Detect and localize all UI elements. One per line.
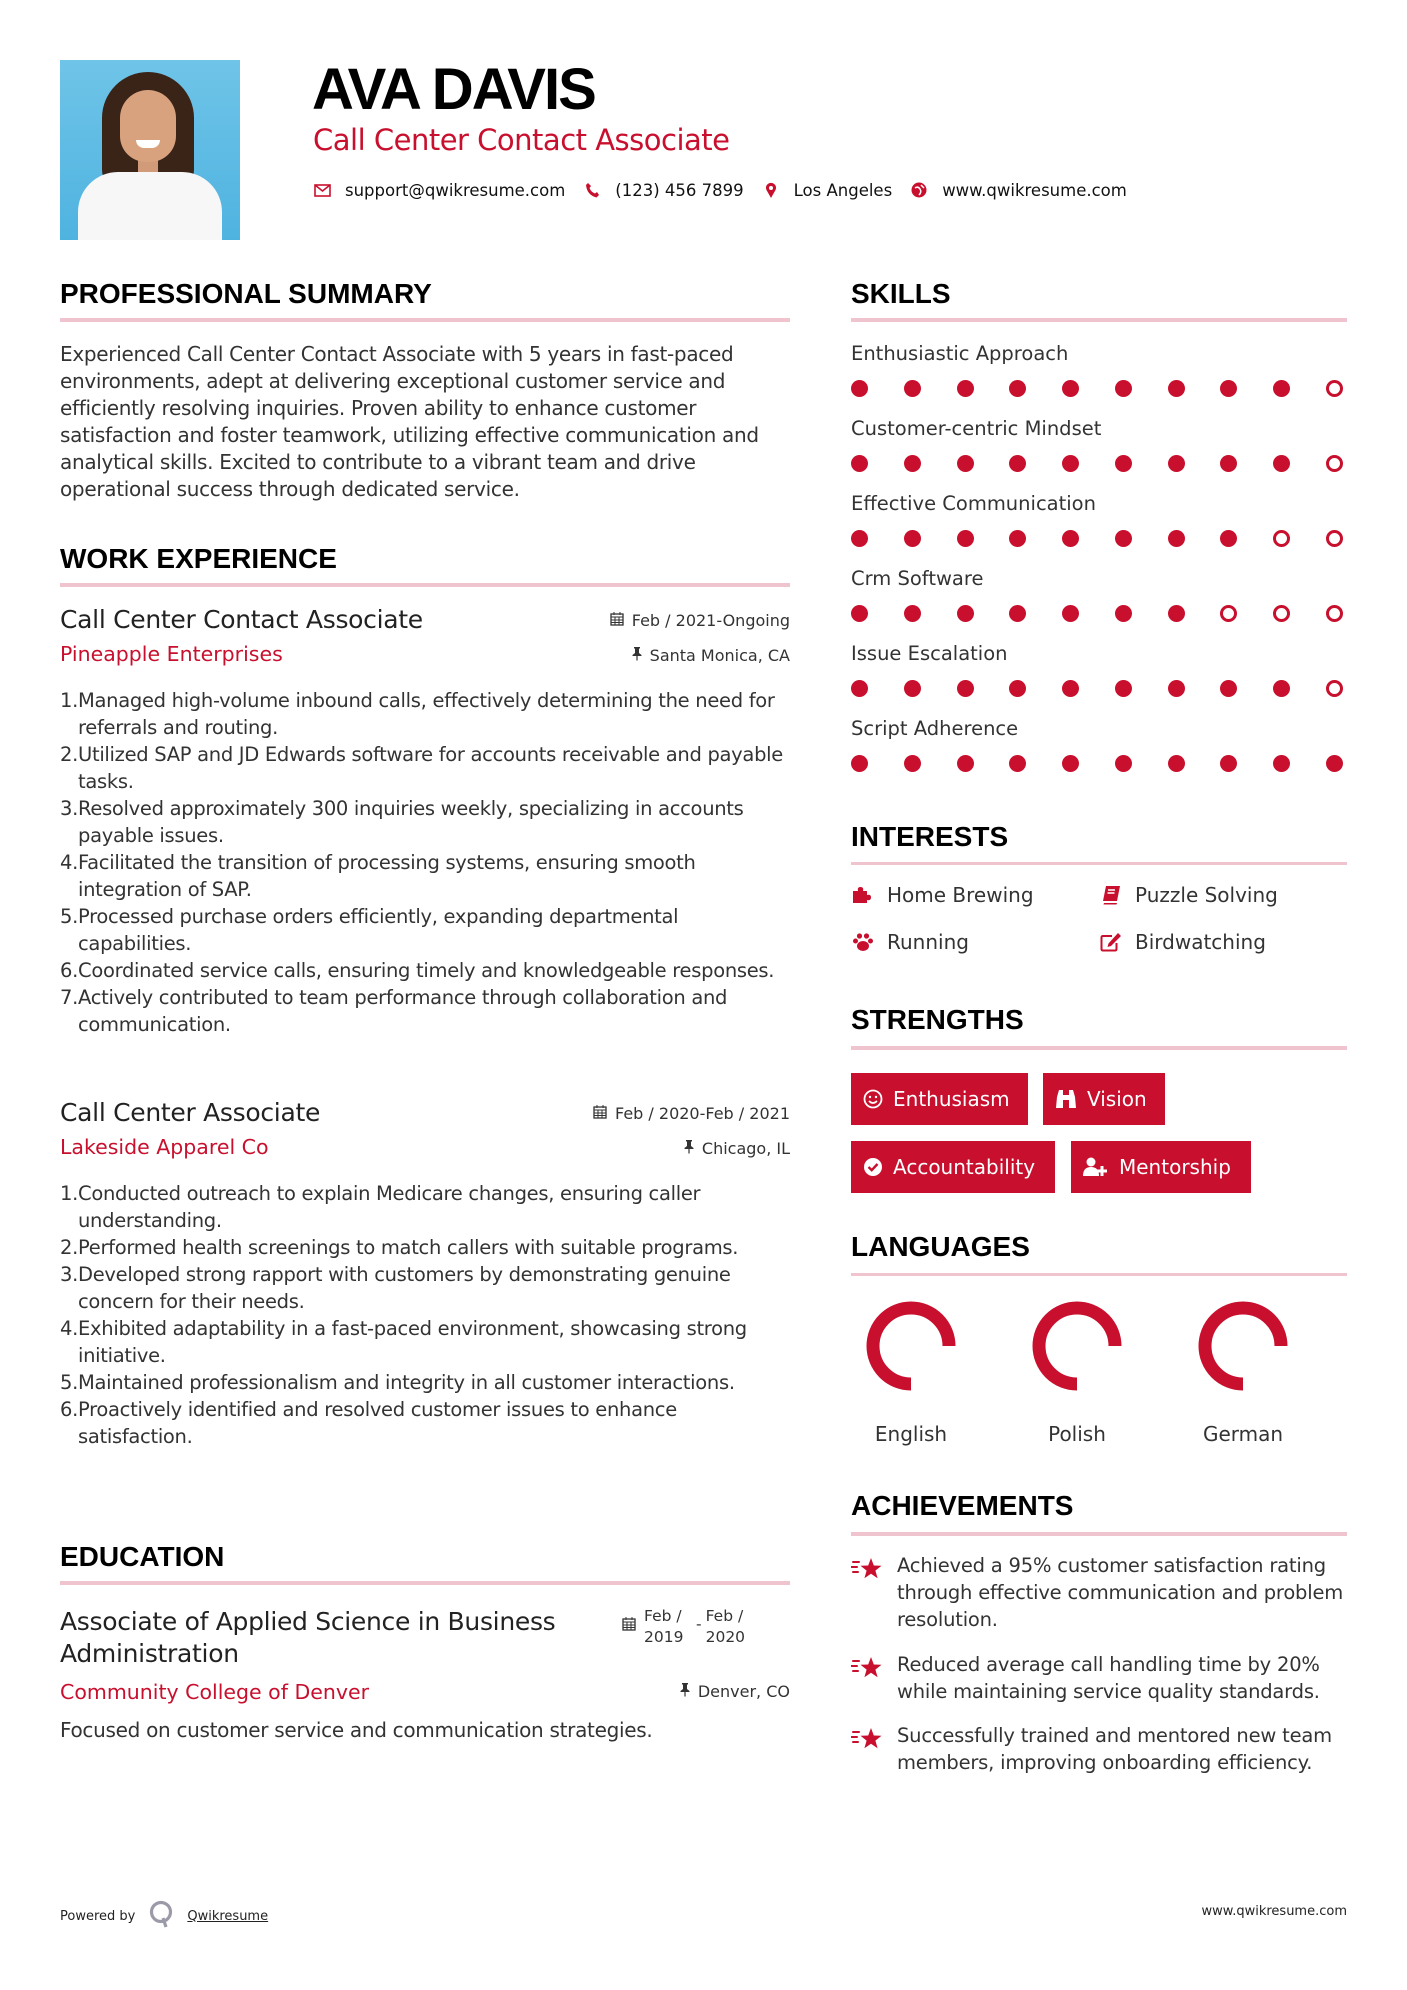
language-proficiency-arc bbox=[1039, 1308, 1115, 1384]
calendar-icon bbox=[622, 1616, 636, 1637]
rating-dot-filled bbox=[851, 455, 868, 472]
company-name: Lakeside Apparel Co bbox=[60, 1135, 269, 1159]
contact-email[interactable] bbox=[313, 181, 565, 200]
interest-item: Birdwatching bbox=[1099, 929, 1266, 955]
rating-dot-filled bbox=[904, 605, 921, 622]
language-label: German bbox=[1202, 1422, 1284, 1446]
rating-dot-filled bbox=[1115, 755, 1132, 772]
candidate-name: AVA DAVIS bbox=[312, 57, 595, 122]
skill-label: Issue Escalation bbox=[851, 642, 1008, 665]
rating-dot-filled bbox=[1273, 680, 1290, 697]
list-item: 7. Actively contributed to team performance through collaboration and communication. bbox=[60, 986, 728, 1036]
pushpin-icon bbox=[680, 1681, 690, 1703]
rating-dot-filled bbox=[1062, 530, 1079, 547]
contact-website[interactable] bbox=[910, 181, 1127, 200]
calendar-icon bbox=[593, 1103, 607, 1125]
rating-dot-filled bbox=[1220, 455, 1237, 472]
list-item: 4. Exhibited adaptability in a fast-paced environment, showcasing strong initiative. bbox=[60, 1317, 747, 1367]
strengths-divider bbox=[851, 1046, 1347, 1050]
user-plus-icon bbox=[1083, 1157, 1109, 1177]
language-item bbox=[851, 1300, 971, 1446]
list-item: 5. Maintained professionalism and integrity in all customer interactions. bbox=[60, 1371, 735, 1394]
languages-divider bbox=[851, 1273, 1347, 1276]
rating-dot-filled bbox=[1009, 455, 1026, 472]
edit-icon bbox=[1099, 932, 1123, 952]
rating-dot-filled bbox=[1168, 380, 1185, 397]
rating-dot-filled bbox=[1168, 530, 1185, 547]
rating-dot-filled bbox=[904, 680, 921, 697]
list-item: 3. Developed strong rapport with customers by demonstrating genuine concern for their needs. bbox=[60, 1263, 731, 1313]
rating-dot-filled bbox=[1062, 605, 1079, 622]
list-item: 1. Managed high-volume inbound calls, effectively determining the need for referrals and routing. bbox=[60, 689, 775, 739]
achievements-divider bbox=[851, 1532, 1347, 1536]
rating-dot-filled bbox=[1009, 380, 1026, 397]
skill-label: Script Adherence bbox=[851, 717, 1019, 740]
check-circle-icon bbox=[863, 1157, 883, 1177]
rating-dot-filled bbox=[957, 680, 974, 697]
rating-dot-empty bbox=[1326, 455, 1343, 472]
contact-phone[interactable] bbox=[583, 181, 743, 200]
languages-heading: LANGUAGES bbox=[851, 1231, 1030, 1262]
skills-divider bbox=[851, 318, 1347, 322]
skill-item bbox=[851, 416, 1347, 491]
pushpin-icon bbox=[632, 645, 642, 667]
language-ring bbox=[1183, 1300, 1303, 1396]
skill-item bbox=[851, 491, 1347, 566]
job-responsibilities bbox=[60, 1180, 790, 1450]
paw-icon bbox=[851, 932, 875, 952]
job-location: Santa Monica, CA bbox=[632, 645, 790, 667]
list-item: 2. Performed health screenings to match callers with suitable programs. bbox=[60, 1236, 739, 1259]
rating-dot-filled bbox=[1115, 530, 1132, 547]
language-label: Polish bbox=[1048, 1422, 1106, 1446]
strength-badge: Vision bbox=[1043, 1073, 1165, 1125]
list-item: 3. Resolved approximately 300 inquiries weekly, specializing in accounts payable issues. bbox=[60, 797, 744, 847]
job-dates: Feb / 2020-Feb / 2021 bbox=[593, 1103, 790, 1125]
education-divider bbox=[60, 1581, 790, 1585]
date-separator: - bbox=[696, 1615, 702, 1633]
skills-list bbox=[851, 341, 1347, 791]
skill-item bbox=[851, 566, 1347, 641]
rating-dot-empty bbox=[1220, 605, 1237, 622]
interest-item: Home Brewing bbox=[851, 882, 1034, 908]
strength-badge: Accountability bbox=[851, 1141, 1055, 1193]
rating-dot-filled bbox=[1220, 380, 1237, 397]
education-start: Feb / 2019 bbox=[644, 1607, 684, 1646]
location-text: Los Angeles bbox=[793, 180, 893, 200]
skill-rating bbox=[851, 605, 1343, 622]
rating-dot-filled bbox=[904, 530, 921, 547]
email-text: support@qwikresume.com bbox=[345, 180, 566, 200]
achievements-heading: ACHIEVEMENTS bbox=[851, 1490, 1074, 1521]
rating-dot-filled bbox=[957, 530, 974, 547]
job-location: Chicago, IL bbox=[684, 1138, 790, 1160]
rating-dot-filled bbox=[851, 380, 868, 397]
job-entry bbox=[60, 1098, 790, 1450]
rating-dot-filled bbox=[851, 605, 868, 622]
achievement-item: Reduced average call handling time by 20% while maintaining service quality standards. bbox=[851, 1651, 1347, 1705]
book-icon bbox=[1099, 885, 1123, 905]
smile-icon bbox=[863, 1089, 883, 1109]
interest-item: Running bbox=[851, 929, 969, 955]
experience-heading: WORK EXPERIENCE bbox=[60, 543, 337, 574]
rating-dot-filled bbox=[904, 755, 921, 772]
rating-dot-filled bbox=[1220, 530, 1237, 547]
skill-item bbox=[851, 716, 1347, 791]
summary-divider bbox=[60, 318, 790, 322]
pushpin-icon bbox=[684, 1138, 694, 1160]
rating-dot-filled bbox=[957, 380, 974, 397]
rating-dot-empty bbox=[1326, 530, 1343, 547]
rating-dot-filled bbox=[1009, 605, 1026, 622]
rating-dot-filled bbox=[1273, 755, 1290, 772]
globe-icon bbox=[910, 182, 928, 198]
star-badge-icon bbox=[851, 1556, 885, 1586]
language-ring bbox=[1017, 1300, 1137, 1396]
strength-badge: Enthusiasm bbox=[851, 1073, 1028, 1125]
rating-dot-filled bbox=[904, 380, 921, 397]
qwikresume-link[interactable]: Qwikresume bbox=[187, 1908, 269, 1924]
job-entry bbox=[60, 605, 790, 1038]
job-title: Call Center Contact Associate bbox=[60, 605, 423, 634]
summary-text: Experienced Call Center Contact Associate with 5 years in fast-paced environments, adept at delivering exceptional customer service and efficiently resolving inquiries. Proven ability to enhance customer satisfaction and foster teamwork, utilizing effective communication and analytical skills. Excited to contribute to a vibrant team and drive operational success through dedicated service. bbox=[60, 342, 759, 501]
rating-dot-filled bbox=[1062, 455, 1079, 472]
strengths-heading: STRENGTHS bbox=[851, 1004, 1024, 1035]
rating-dot-filled bbox=[1062, 680, 1079, 697]
rating-dot-empty bbox=[1273, 530, 1290, 547]
company-name: Pineapple Enterprises bbox=[60, 642, 283, 666]
rating-dot-filled bbox=[957, 605, 974, 622]
interest-item: Puzzle Solving bbox=[1099, 882, 1278, 908]
rating-dot-empty bbox=[1326, 680, 1343, 697]
language-item bbox=[1017, 1300, 1137, 1446]
education-heading: EDUCATION bbox=[60, 1541, 225, 1572]
rating-dot-filled bbox=[1220, 680, 1237, 697]
rating-dot-filled bbox=[1168, 755, 1185, 772]
skill-label: Crm Software bbox=[851, 567, 984, 590]
candidate-title: Call Center Contact Associate bbox=[313, 123, 730, 157]
skill-item bbox=[851, 341, 1347, 416]
phone-icon bbox=[583, 182, 601, 198]
education-end: Feb / 2020 bbox=[705, 1607, 746, 1646]
education-location: Denver, CO bbox=[680, 1681, 790, 1703]
rating-dot-filled bbox=[1062, 755, 1079, 772]
rating-dot-filled bbox=[851, 530, 868, 547]
language-ring bbox=[851, 1300, 971, 1396]
binoculars-icon bbox=[1055, 1089, 1077, 1109]
rating-dot-filled bbox=[1115, 680, 1132, 697]
skill-label: Enthusiastic Approach bbox=[851, 342, 1069, 365]
skill-rating bbox=[851, 755, 1343, 772]
star-badge-icon bbox=[851, 1726, 885, 1756]
list-item: 6. Proactively identified and resolved customer issues to enhance satisfaction. bbox=[60, 1398, 677, 1448]
skill-rating bbox=[851, 455, 1343, 472]
qwikresume-logo-icon bbox=[149, 1900, 175, 1932]
achievement-item: Successfully trained and mentored new team members, improving onboarding efficiency. bbox=[851, 1722, 1347, 1776]
footer-website[interactable]: www.qwikresume.com bbox=[1201, 1904, 1347, 1919]
rating-dot-filled bbox=[957, 755, 974, 772]
language-proficiency-arc bbox=[873, 1308, 949, 1384]
education-description: Focused on customer service and communication strategies. bbox=[60, 1718, 653, 1742]
profile-photo bbox=[60, 60, 240, 240]
powered-by-text: Powered by bbox=[60, 1908, 136, 1924]
rating-dot-filled bbox=[904, 455, 921, 472]
rating-dot-filled bbox=[1062, 380, 1079, 397]
star-badge-icon bbox=[851, 1655, 885, 1685]
footer-powered-by bbox=[60, 1900, 268, 1932]
job-title: Call Center Associate bbox=[60, 1098, 321, 1127]
rating-dot-filled bbox=[1115, 455, 1132, 472]
contact-bar bbox=[313, 178, 1145, 202]
puzzle-piece-icon bbox=[851, 886, 875, 904]
language-label: English bbox=[874, 1422, 948, 1446]
contact-location bbox=[762, 181, 893, 200]
school-name: Community College of Denver bbox=[60, 1680, 370, 1704]
envelope-icon bbox=[313, 184, 331, 197]
rating-dot-filled bbox=[1115, 605, 1132, 622]
calendar-icon bbox=[610, 610, 624, 632]
rating-dot-filled bbox=[1326, 755, 1343, 772]
skill-rating bbox=[851, 380, 1343, 397]
rating-dot-filled bbox=[1220, 755, 1237, 772]
rating-dot-filled bbox=[1009, 755, 1026, 772]
rating-dot-filled bbox=[1273, 380, 1290, 397]
skill-rating bbox=[851, 680, 1343, 697]
rating-dot-empty bbox=[1326, 605, 1343, 622]
job-responsibilities bbox=[60, 687, 790, 1038]
achievement-item: Achieved a 95% customer satisfaction rating through effective communication and problem resolution. bbox=[851, 1552, 1347, 1633]
rating-dot-filled bbox=[851, 755, 868, 772]
skill-rating bbox=[851, 530, 1343, 547]
skill-label: Effective Communication bbox=[851, 492, 1096, 515]
education-dates bbox=[622, 1606, 792, 1648]
skills-heading: SKILLS bbox=[851, 278, 951, 309]
rating-dot-filled bbox=[1273, 455, 1290, 472]
rating-dot-filled bbox=[1009, 530, 1026, 547]
list-item: 5. Processed purchase orders efficiently, expanding departmental capabilities. bbox=[60, 905, 679, 955]
job-dates: Feb / 2021-Ongoing bbox=[610, 610, 790, 632]
skill-label: Customer-centric Mindset bbox=[851, 417, 1102, 440]
list-item: 4. Facilitated the transition of processing systems, ensuring smooth integration of SAP. bbox=[60, 851, 696, 901]
rating-dot-filled bbox=[957, 455, 974, 472]
rating-dot-filled bbox=[1115, 380, 1132, 397]
languages-list bbox=[851, 1300, 1347, 1450]
rating-dot-empty bbox=[1273, 605, 1290, 622]
interests-divider bbox=[851, 862, 1347, 865]
list-item: 2. Utilized SAP and JD Edwards software for accounts receivable and payable tasks. bbox=[60, 743, 783, 793]
rating-dot-filled bbox=[1009, 680, 1026, 697]
rating-dot-empty bbox=[1326, 380, 1343, 397]
rating-dot-filled bbox=[1168, 455, 1185, 472]
map-pin-icon bbox=[762, 182, 780, 199]
summary-heading: PROFESSIONAL SUMMARY bbox=[60, 278, 432, 309]
list-item: 1. Conducted outreach to explain Medicare changes, ensuring caller understanding. bbox=[60, 1182, 701, 1232]
language-proficiency-arc bbox=[1205, 1308, 1281, 1384]
strength-badge: Mentorship bbox=[1071, 1141, 1251, 1193]
language-item bbox=[1183, 1300, 1303, 1446]
rating-dot-filled bbox=[851, 680, 868, 697]
degree-title: Associate of Applied Science in Business Administration bbox=[60, 1607, 556, 1668]
list-item: 6. Coordinated service calls, ensuring timely and knowledgeable responses. bbox=[60, 959, 775, 982]
skill-item bbox=[851, 641, 1347, 716]
phone-text: (123) 456 7899 bbox=[615, 180, 744, 200]
experience-divider bbox=[60, 583, 790, 587]
website-text: www.qwikresume.com bbox=[942, 180, 1127, 200]
interests-heading: INTERESTS bbox=[851, 821, 1009, 852]
rating-dot-filled bbox=[1168, 680, 1185, 697]
rating-dot-filled bbox=[1168, 605, 1185, 622]
